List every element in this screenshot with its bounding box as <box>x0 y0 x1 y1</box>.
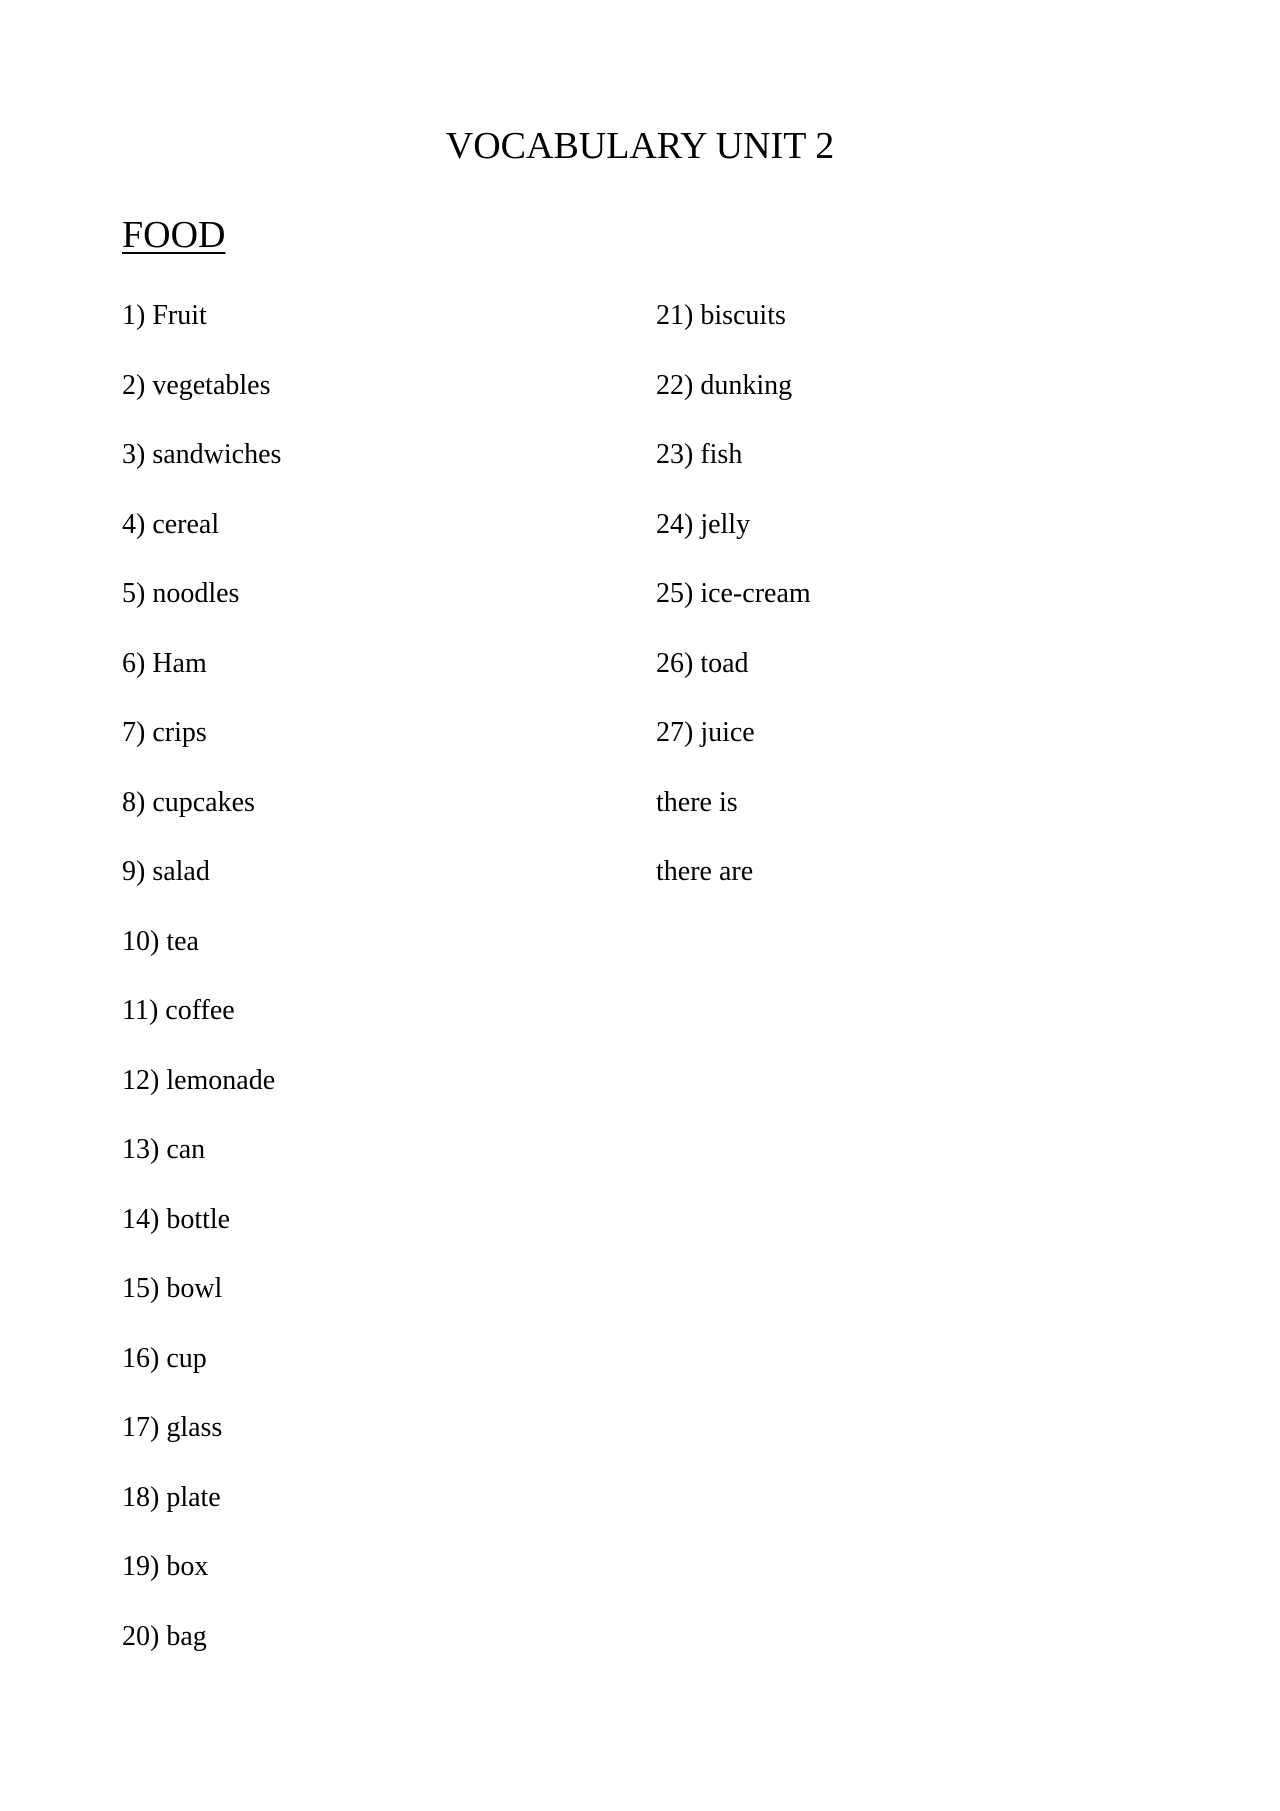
list-item: 23) fish <box>656 439 743 470</box>
list-item: 24) jelly <box>656 508 751 540</box>
list-item: 18) plate <box>122 1481 221 1513</box>
list-item: 12) lemonade <box>122 1064 276 1096</box>
list-item: 11) coffee <box>122 995 235 1026</box>
list-item: 3) sandwiches <box>122 439 282 470</box>
list-item: 8) cupcakes <box>122 786 255 818</box>
list-item: there are <box>656 856 754 887</box>
list-item: 19) box <box>122 1551 209 1582</box>
vocabulary-list-left <box>122 297 281 1687</box>
list-item: 13) can <box>122 1134 206 1165</box>
list-item: 17) glass <box>122 1412 223 1443</box>
list-item: 27) juice <box>656 717 755 748</box>
list-item: 9) salad <box>122 856 210 887</box>
list-item: 16) cup <box>122 1342 207 1374</box>
list-item: 25) ice-cream <box>656 578 811 609</box>
list-item: 26) toad <box>656 647 749 679</box>
list-item: 7) crips <box>122 717 207 748</box>
list-item: 14) bottle <box>122 1203 231 1235</box>
list-item: 10) tea <box>122 925 199 957</box>
list-item: 2) vegetables <box>122 369 271 401</box>
list-item: 6) Ham <box>122 647 207 679</box>
list-item: 15) bowl <box>122 1273 223 1304</box>
vocabulary-list-right <box>656 297 811 923</box>
list-item: 1) Fruit <box>122 300 207 331</box>
list-item: 4) cereal <box>122 508 220 540</box>
list-item: there is <box>656 786 738 818</box>
list-item: 22) dunking <box>656 369 793 401</box>
list-item: 5) noodles <box>122 578 240 609</box>
list-item: 20) bag <box>122 1620 207 1652</box>
page-title: VOCABULARY UNIT 2 <box>445 125 835 167</box>
list-item: 21) biscuits <box>656 300 786 331</box>
section-heading-food: FOOD <box>122 214 226 256</box>
